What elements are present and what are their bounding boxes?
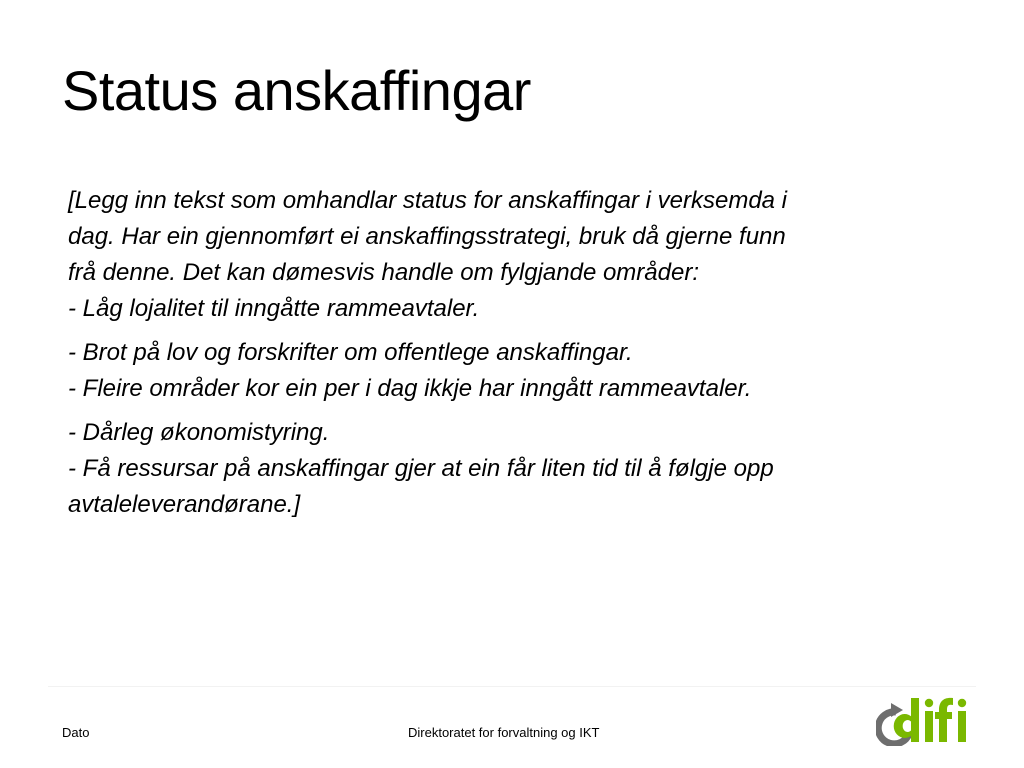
slide-title: Status anskaffingar <box>62 59 531 122</box>
body-paragraph-law <box>68 335 968 407</box>
body-line: - Fleire områder kor ein per i dag ikkje har inngått rammeavtaler. <box>68 375 752 402</box>
body-line: [Legg inn tekst som omhandlar status for anskaffingar i verksemda i <box>68 187 788 214</box>
body-paragraph-economy <box>68 415 968 523</box>
footer-divider <box>48 686 976 687</box>
logo-letter-f <box>935 698 953 742</box>
difi-logo <box>876 694 976 746</box>
body-paragraph-intro <box>68 183 968 327</box>
body-line: - Brot på lov og forskrifter om offentlege anskaffingar. <box>68 339 633 366</box>
body-line: - Dårleg økonomistyring. <box>68 419 330 446</box>
body-line: avtaleleverandørane.] <box>68 491 301 518</box>
body-line: - Få ressursar på anskaffingar gjer at ein får liten tid til å følgje opp <box>68 455 774 482</box>
body-line: - Låg lojalitet til inngåtte rammeavtaler. <box>68 295 480 322</box>
logo-letter-i <box>925 699 933 742</box>
footer-organization: Direktoratet for forvaltning og IKT <box>408 725 600 740</box>
logo-letter-d <box>894 698 919 742</box>
body-line: dag. Har ein gjennomført ei anskaffingsstrategi, bruk då gjerne funn <box>68 223 786 250</box>
logo-letter-i-2 <box>958 699 966 742</box>
slide-body <box>68 183 968 523</box>
body-line: frå denne. Det kan dømesvis handle om fylgjande områder: <box>68 259 699 286</box>
footer-date: Dato <box>62 725 90 740</box>
